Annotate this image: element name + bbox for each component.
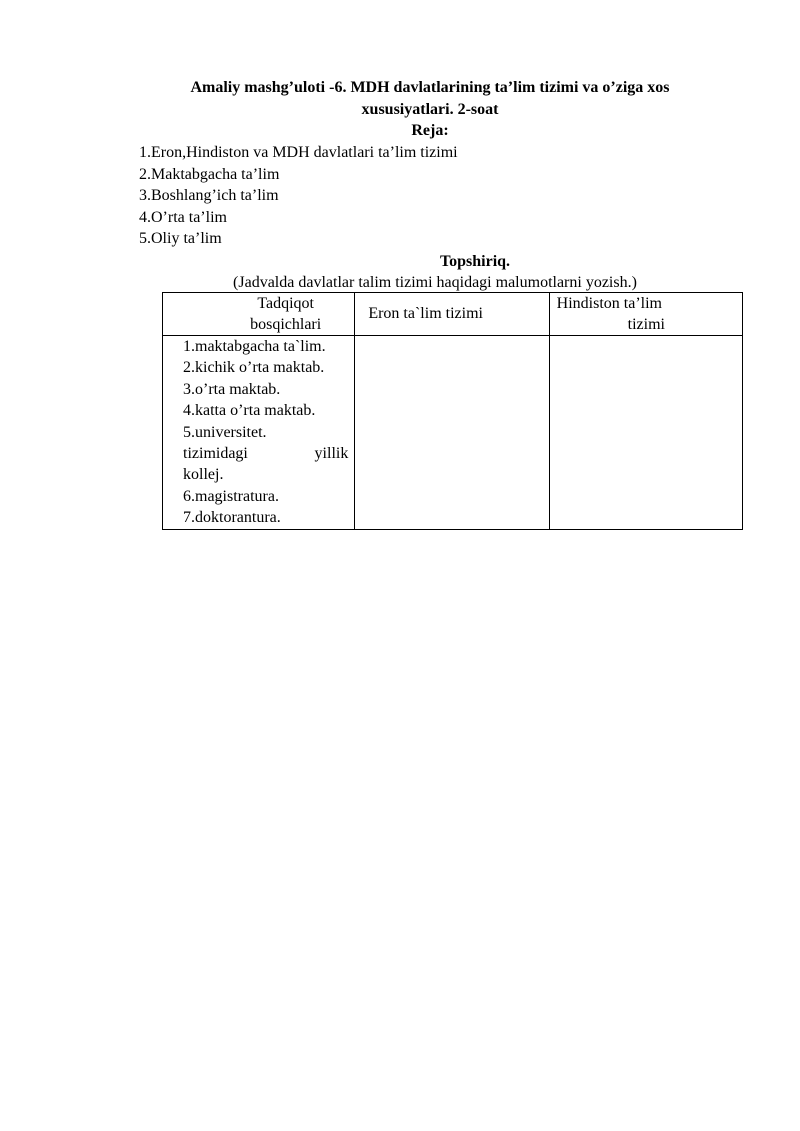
stage-item: 5.universitet. xyxy=(183,423,267,441)
hindiston-cell[interactable] xyxy=(549,336,742,530)
header-hindiston xyxy=(549,293,742,336)
header-research-stages xyxy=(163,293,355,336)
stage-item: 3.o’rta maktab. xyxy=(183,380,281,398)
header-research-stages-line1: Tadqiqot xyxy=(257,295,314,312)
eron-cell[interactable] xyxy=(355,336,549,530)
task-note: (Jadvalda davlatlar talim tizimi haqidagi malumotlarni yozish.) xyxy=(233,274,637,291)
plan-item: 5.Oliy ta’lim xyxy=(139,230,222,248)
header-hindiston-line2: tizimi xyxy=(627,316,665,333)
stage-item: 2.kichik o’rta maktab. xyxy=(183,359,325,377)
stages-cell xyxy=(163,336,355,530)
education-systems-table xyxy=(162,292,743,530)
plan-heading: Reja: xyxy=(411,122,449,139)
header-eron: Eron ta`lim tizimi xyxy=(355,293,549,336)
plan-list xyxy=(139,142,458,250)
title-line-2: xususiyatlari. 2-soat xyxy=(361,101,499,118)
task-heading: Topshiriq. xyxy=(439,253,511,270)
document-title xyxy=(130,77,730,121)
stage-word: yillik xyxy=(314,445,349,463)
plan-item: 2.Maktabgacha ta’lim xyxy=(139,165,280,183)
header-research-stages-line2: bosqichlari xyxy=(250,316,322,333)
table-row xyxy=(163,336,743,530)
title-line-1: Amaliy mashg’uloti -6. MDH davlatlarining ta’lim tizimi va o’ziga xos xyxy=(190,79,670,96)
plan-item: 1.Eron,Hindiston va MDH davlatlari ta’lim tizimi xyxy=(139,144,458,161)
stage-item: 7.doktorantura. xyxy=(183,509,281,527)
header-hindiston-line1: Hindiston ta’lim xyxy=(556,295,662,312)
stage-item: 1.maktabgacha ta`lim. xyxy=(183,338,326,355)
stage-item-continuation: kollej. xyxy=(183,466,224,484)
stage-word: tizimidagi xyxy=(183,445,248,463)
stage-item: 6.magistratura. xyxy=(183,487,279,505)
plan-item: 4.O’rta ta’lim xyxy=(139,208,227,226)
stage-item-continuation xyxy=(183,443,348,464)
plan-item: 3.Boshlang’ich ta’lim xyxy=(139,187,279,205)
table-header-row xyxy=(163,293,743,336)
stage-item: 4.katta o’rta maktab. xyxy=(183,402,316,420)
